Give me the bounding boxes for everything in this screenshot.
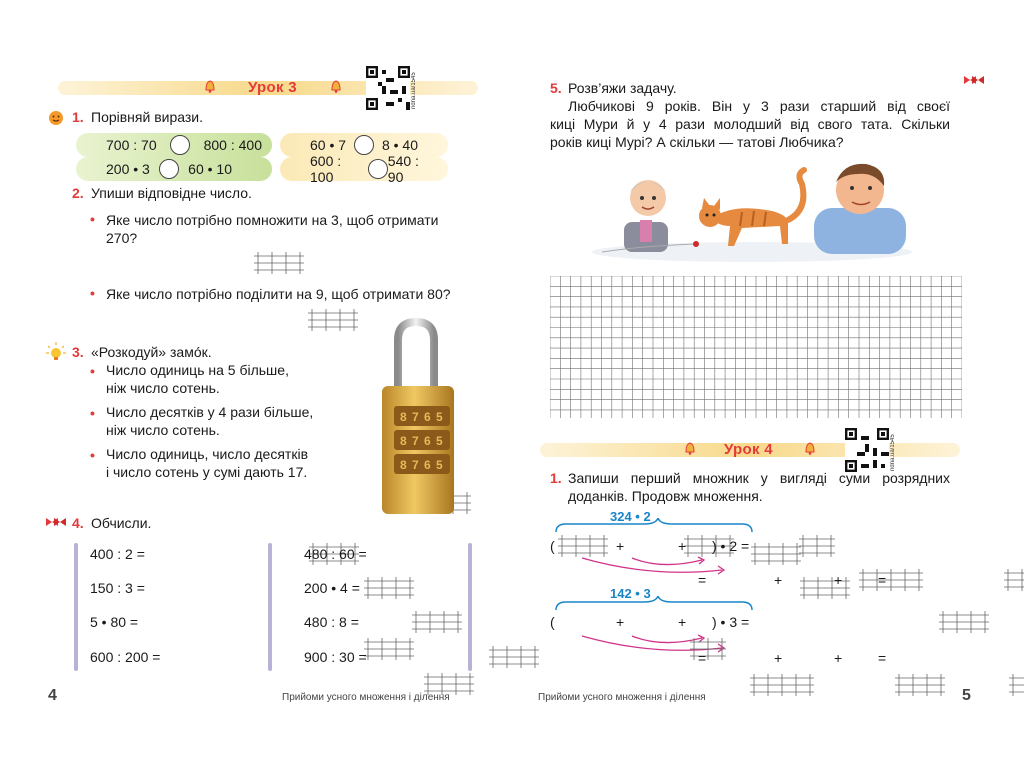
compare-left: 200 • 3 [106, 161, 150, 177]
task1-number: 1. [72, 109, 84, 125]
footer-text: Прийоми усного множення і ділення [282, 692, 450, 703]
task1-number: 1. [550, 470, 562, 486]
lock-digit: 8 [400, 410, 407, 424]
expression: 480 : 8 = [304, 614, 359, 630]
close-expression: ) • 3 = [712, 614, 750, 630]
compare-right: 60 • 10 [188, 161, 232, 177]
compare-left: 700 : 70 [106, 137, 157, 153]
bullet: • [90, 363, 95, 379]
plus-sign: + [774, 650, 783, 666]
task3-text: «Розкодуй» замо́к. [91, 344, 212, 360]
lock-digit: 8 [400, 434, 407, 448]
answer-cells[interactable] [1009, 674, 1024, 696]
lesson-title: Урок 3 [248, 79, 297, 96]
expression: 400 : 2 = [90, 546, 145, 562]
page-number: 4 [48, 687, 57, 704]
lock-digit: 7 [412, 434, 419, 448]
right-page [512, 0, 1024, 768]
answer-cells[interactable] [690, 638, 726, 660]
task1-text: Порівняй вирази. [91, 109, 204, 125]
open-paren: ( [550, 614, 555, 630]
compare-right: 800 : 400 [203, 137, 262, 153]
compare-circle[interactable] [159, 159, 179, 179]
bullet: • [90, 405, 95, 421]
divider-line [268, 543, 272, 671]
expression: 200 • 4 = [304, 580, 360, 596]
compare-circle[interactable] [354, 135, 374, 155]
smiley-icon [48, 110, 64, 126]
bullet: • [90, 211, 95, 227]
task5-number: 5. [550, 80, 562, 96]
answer-cells[interactable] [750, 674, 814, 696]
task3-bullet3-line1: Число одиниць, число десятків [106, 446, 309, 462]
answer-cells[interactable] [895, 674, 945, 696]
answer-cells[interactable] [859, 569, 923, 591]
plus-sign: + [678, 538, 687, 554]
task3-bullet3-line2: і число сотень у сумі дають 17. [106, 464, 308, 480]
bows-icon [962, 72, 986, 88]
task2-question1-line1: Яке число потрібно помножити на 3, щоб отримати [106, 212, 439, 228]
task5-text: Розв’яжи задачу. [568, 80, 677, 96]
task1-line2: доданків. Продовж множення. [568, 488, 763, 504]
lock-digit: 7 [412, 410, 419, 424]
lesson-title: Урок 4 [724, 441, 773, 458]
equals-sign: = [878, 650, 887, 666]
task4-text: Обчисли. [91, 515, 152, 531]
compare-circle[interactable] [170, 135, 190, 155]
equals-sign: = [698, 650, 707, 666]
answer-cells[interactable] [1004, 569, 1024, 591]
bracket-label: 324 • 2 [610, 509, 651, 524]
lock-digit: 6 [424, 458, 431, 472]
page-number: 5 [962, 687, 971, 704]
task4-number: 4. [72, 515, 84, 531]
open-paren: ( [550, 538, 555, 554]
task5-line3: років киці Мурі? А скільки — татові Любчика? [550, 134, 844, 150]
equals-sign: = [878, 572, 887, 588]
plus-sign: + [834, 572, 843, 588]
task3-bullet2-line2: ніж число сотень. [106, 422, 220, 438]
expression: 480 : 60 = [304, 546, 367, 562]
qr-code-text: ridna.ua/1545 [411, 72, 417, 109]
close-expression: ) • 2 = [712, 538, 750, 554]
task2-question2: Яке число потрібно поділити на 9, щоб отримати 80? [106, 286, 451, 302]
task3-bullet1-line2: ніж число сотень. [106, 380, 220, 396]
task1-line1: Запиши перший множник у вигляді суми розрядних [568, 470, 950, 486]
answer-cells[interactable] [558, 535, 608, 557]
compare-pill-3 [76, 157, 272, 181]
compare-right: 8 • 40 [381, 137, 418, 153]
footer-text: Прийоми усного множення і ділення [538, 692, 706, 703]
expression: 600 : 200 = [90, 649, 161, 665]
answer-cells[interactable] [254, 252, 304, 274]
compare-left: 60 • 7 [310, 137, 347, 153]
lightbulb-icon [46, 342, 66, 362]
lock-digit: 7 [412, 458, 419, 472]
grid-answer-area[interactable] [550, 276, 962, 418]
task2-question1-line2: 270? [106, 230, 138, 246]
bell-icon [804, 441, 816, 455]
equals-sign: = [698, 572, 707, 588]
compare-right: 540 : 90 [387, 153, 419, 185]
answer-cells[interactable] [799, 535, 835, 557]
answer-cells[interactable] [364, 577, 414, 599]
task3-bullet2-line1: Число десятків у 4 рази більше, [106, 404, 314, 420]
lock-digit: 6 [424, 410, 431, 424]
expression: 5 • 80 = [90, 614, 139, 630]
answer-cells[interactable] [412, 611, 462, 633]
task5-line2: киці Мури й у 4 рази молодший від свого тата. Скільки [550, 116, 950, 132]
lock-digit: 5 [436, 410, 443, 424]
qr-code[interactable] [366, 66, 410, 110]
plus-sign: + [678, 614, 687, 630]
plus-sign: + [616, 538, 625, 554]
task3-number: 3. [72, 344, 84, 360]
compare-circle[interactable] [368, 159, 388, 179]
expression: 900 : 30 = [304, 649, 367, 665]
bullet: • [90, 285, 95, 301]
divider-line [74, 543, 78, 671]
plus-sign: + [616, 614, 625, 630]
qr-code-text: ridna.ua/1545 [890, 434, 896, 471]
task2-number: 2. [72, 185, 84, 201]
task5-line1: Любчикові 9 років. Він у 3 рази старший від своєї [568, 98, 950, 114]
lock-digit: 6 [424, 434, 431, 448]
kids-cat-illustration [582, 160, 922, 264]
lock-digit: 8 [400, 458, 407, 472]
lock-digit: 5 [436, 434, 443, 448]
divider-line [468, 543, 472, 671]
answer-cells[interactable] [939, 611, 989, 633]
plus-sign: + [834, 650, 843, 666]
task3-bullet1-line1: Число одиниць на 5 більше, [106, 362, 289, 378]
compare-left: 600 : 100 [310, 153, 342, 185]
bell-icon [204, 79, 216, 93]
answer-cells[interactable] [364, 638, 414, 660]
compare-pill-4 [280, 153, 448, 185]
compare-pill-1 [76, 133, 272, 157]
expression: 150 : 3 = [90, 580, 145, 596]
bracket-label: 142 • 3 [610, 586, 651, 601]
plus-sign: + [774, 572, 783, 588]
lock-digit: 5 [436, 458, 443, 472]
task2-text: Упиши відповідне число. [91, 185, 252, 201]
padlock-image [378, 318, 460, 518]
bows-icon [44, 514, 68, 530]
bell-icon [684, 441, 696, 455]
answer-cells[interactable] [308, 309, 358, 331]
bell-icon [330, 79, 342, 93]
bullet: • [90, 447, 95, 463]
qr-code[interactable] [845, 428, 889, 472]
